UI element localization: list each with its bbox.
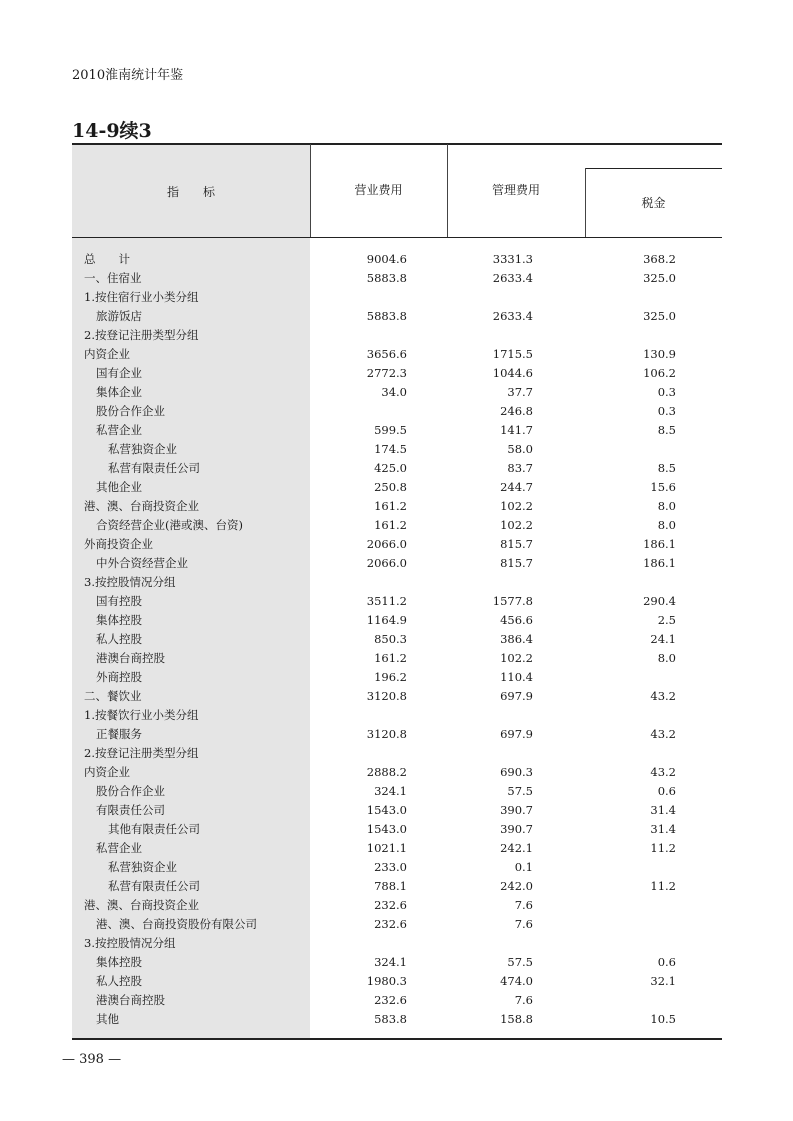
admin-expenses-cell: 57.5 [507,784,533,798]
selling-expenses-cell: 850.3 [374,632,407,646]
selling-expenses-cell: 34.0 [381,385,407,399]
admin-expenses-cell: 102.2 [500,499,533,513]
row-label: 股份合作企业 [96,784,165,798]
admin-expenses-cell: 2633.4 [492,309,533,323]
table-row [0,421,793,440]
table-row [0,915,793,934]
table-title: 14-9续3 [72,120,152,142]
selling-expenses-cell: 2888.2 [366,765,407,779]
row-label: 港澳台商控股 [96,651,165,665]
admin-expenses-cell: 57.5 [507,955,533,969]
header-indicator: 指 标 [166,185,215,199]
admin-expenses-cell: 815.7 [500,556,533,570]
tax-cell: 186.1 [643,556,676,570]
row-label: 港澳台商控股 [96,993,165,1007]
table-row [0,250,793,269]
admin-expenses-cell: 141.7 [500,423,533,437]
admin-expenses-cell: 7.6 [514,993,533,1007]
table-row [0,801,793,820]
row-label: 港、澳、台商投资企业 [84,499,199,513]
running-head: 2010淮南统计年鉴 [72,68,184,83]
table-bottom-rule [72,1038,722,1040]
selling-expenses-cell: 9004.6 [366,252,407,266]
table-row [0,839,793,858]
row-label: 2.按登记注册类型分组 [84,746,199,760]
selling-expenses-cell: 788.1 [374,879,407,893]
table-row [0,763,793,782]
admin-expenses-cell: 7.6 [514,898,533,912]
tax-cell: 11.2 [650,841,676,855]
row-label: 其他企业 [96,480,142,494]
table-row [0,611,793,630]
row-label: 3.按控股情况分组 [84,936,176,950]
tax-cell: 0.3 [657,404,676,418]
table-row [0,554,793,573]
row-label: 二、餐饮业 [84,689,142,703]
tax-cell: 43.2 [650,689,676,703]
row-label: 股份合作企业 [96,404,165,418]
table-row [0,307,793,326]
table-row [0,649,793,668]
tax-cell: 8.0 [657,651,676,665]
table-row [0,440,793,459]
table-row [0,953,793,972]
admin-expenses-cell: 0.1 [514,860,533,874]
table-row [0,896,793,915]
selling-expenses-cell: 324.1 [374,784,407,798]
row-label: 其他 [96,1012,119,1026]
tax-cell: 8.5 [657,461,676,475]
tax-cell: 0.3 [657,385,676,399]
tax-cell: 130.9 [643,347,676,361]
tax-cell: 31.4 [650,822,676,836]
admin-expenses-cell: 102.2 [500,651,533,665]
tax-cell: 0.6 [657,784,676,798]
tax-cell: 43.2 [650,727,676,741]
tax-cell: 325.0 [643,309,676,323]
tax-cell: 31.4 [650,803,676,817]
tax-cell: 15.6 [650,480,676,494]
selling-expenses-cell: 232.6 [374,917,407,931]
selling-expenses-cell: 1543.0 [366,803,407,817]
header-selling-expenses: 营业费用 [354,183,403,197]
table-row [0,402,793,421]
tax-cell: 10.5 [650,1012,676,1026]
table-row [0,288,793,307]
tax-cell: 2.5 [657,613,676,627]
table-row [0,535,793,554]
table-row [0,573,793,592]
row-label: 私营独资企业 [108,860,177,874]
row-label: 私人控股 [96,974,142,988]
row-label: 1.按餐饮行业小类分组 [84,708,199,722]
admin-expenses-cell: 690.3 [500,765,533,779]
admin-expenses-cell: 456.6 [500,613,533,627]
page-number: — 398 — [62,1052,122,1067]
admin-expenses-cell: 246.8 [500,404,533,418]
selling-expenses-cell: 3120.8 [366,689,407,703]
table-row [0,706,793,725]
table-row [0,478,793,497]
selling-expenses-cell: 425.0 [374,461,407,475]
table-row [0,934,793,953]
selling-expenses-cell: 583.8 [374,1012,407,1026]
header-tax: 税金 [641,196,666,210]
selling-expenses-cell: 3656.6 [366,347,407,361]
row-label: 集体控股 [96,613,142,627]
row-label: 国有控股 [96,594,142,608]
row-label: 中外合资经营企业 [96,556,188,570]
admin-expenses-cell: 697.9 [500,689,533,703]
row-label: 一、住宿业 [84,271,142,285]
admin-expenses-cell: 1577.8 [492,594,533,608]
admin-expenses-cell: 7.6 [514,917,533,931]
selling-expenses-cell: 3511.2 [366,594,407,608]
row-label: 3.按控股情况分组 [84,575,176,589]
selling-expenses-cell: 161.2 [374,518,407,532]
table-row [0,326,793,345]
row-label: 集体控股 [96,955,142,969]
tax-cell: 43.2 [650,765,676,779]
row-label: 港、澳、台商投资股份有限公司 [96,917,257,931]
row-label: 内资企业 [84,765,130,779]
row-label: 私营独资企业 [108,442,177,456]
selling-expenses-cell: 1021.1 [366,841,407,855]
admin-expenses-cell: 2633.4 [492,271,533,285]
selling-expenses-cell: 5883.8 [366,309,407,323]
table-row [0,459,793,478]
admin-expenses-cell: 242.0 [500,879,533,893]
row-label: 集体企业 [96,385,142,399]
admin-expenses-cell: 83.7 [507,461,533,475]
tax-cell: 368.2 [643,252,676,266]
tax-cell: 325.0 [643,271,676,285]
table-row [0,687,793,706]
table-row [0,345,793,364]
table-row [0,383,793,402]
selling-expenses-cell: 161.2 [374,499,407,513]
selling-expenses-cell: 2772.3 [366,366,407,380]
tax-cell: 106.2 [643,366,676,380]
admin-expenses-cell: 1044.6 [492,366,533,380]
row-label: 私营企业 [96,423,142,437]
selling-expenses-cell: 174.5 [374,442,407,456]
selling-expenses-cell: 599.5 [374,423,407,437]
admin-expenses-cell: 3331.3 [492,252,533,266]
selling-expenses-cell: 250.8 [374,480,407,494]
row-label: 港、澳、台商投资企业 [84,898,199,912]
selling-expenses-cell: 233.0 [374,860,407,874]
admin-expenses-cell: 58.0 [507,442,533,456]
table-row [0,497,793,516]
table-row [0,630,793,649]
row-label: 旅游饭店 [96,309,142,323]
row-label: 外商投资企业 [84,537,153,551]
admin-expenses-cell: 244.7 [500,480,533,494]
tax-cell: 290.4 [643,594,676,608]
admin-expenses-cell: 158.8 [500,1012,533,1026]
tax-cell: 32.1 [650,974,676,988]
table-row [0,991,793,1010]
row-label: 私营有限责任公司 [108,461,200,475]
admin-expenses-cell: 390.7 [500,803,533,817]
selling-expenses-cell: 232.6 [374,898,407,912]
table-row [0,269,793,288]
table-row [0,364,793,383]
header-bottom-rule [72,237,722,238]
table-row [0,668,793,687]
selling-expenses-cell: 324.1 [374,955,407,969]
row-label: 总 计 [84,252,130,266]
row-label: 1.按住宿行业小类分组 [84,290,199,304]
row-label: 私营企业 [96,841,142,855]
selling-expenses-cell: 1164.9 [366,613,407,627]
selling-expenses-cell: 232.6 [374,993,407,1007]
selling-expenses-cell: 1543.0 [366,822,407,836]
selling-expenses-cell: 2066.0 [366,537,407,551]
tax-cell: 8.0 [657,518,676,532]
selling-expenses-cell: 196.2 [374,670,407,684]
row-label: 合资经营企业(港或澳、台资) [96,518,243,532]
table-row [0,516,793,535]
row-label: 国有企业 [96,366,142,380]
admin-expenses-cell: 37.7 [507,385,533,399]
table-row [0,782,793,801]
selling-expenses-cell: 3120.8 [366,727,407,741]
tax-cell: 11.2 [650,879,676,893]
tax-cell: 8.5 [657,423,676,437]
row-label: 正餐服务 [96,727,142,741]
row-label: 2.按登记注册类型分组 [84,328,199,342]
tax-cell: 8.0 [657,499,676,513]
row-label: 内资企业 [84,347,130,361]
table-row [0,877,793,896]
admin-expenses-cell: 386.4 [500,632,533,646]
table-row [0,858,793,877]
selling-expenses-cell: 1980.3 [366,974,407,988]
table-row [0,1010,793,1029]
tax-cell: 0.6 [657,955,676,969]
row-label: 其他有限责任公司 [108,822,200,836]
tax-cell: 24.1 [650,632,676,646]
admin-expenses-cell: 1715.5 [492,347,533,361]
admin-expenses-cell: 697.9 [500,727,533,741]
tax-header-rule [585,168,722,169]
table-row [0,725,793,744]
admin-expenses-cell: 815.7 [500,537,533,551]
header-admin-expenses: 管理费用 [491,183,540,197]
selling-expenses-cell: 161.2 [374,651,407,665]
tax-cell: 186.1 [643,537,676,551]
admin-expenses-cell: 242.1 [500,841,533,855]
table-top-rule [72,143,722,145]
selling-expenses-cell: 5883.8 [366,271,407,285]
row-label: 私营有限责任公司 [108,879,200,893]
admin-expenses-cell: 110.4 [500,670,533,684]
admin-expenses-cell: 390.7 [500,822,533,836]
row-label: 私人控股 [96,632,142,646]
admin-expenses-cell: 474.0 [500,974,533,988]
table-row [0,744,793,763]
row-label: 外商控股 [96,670,142,684]
table-row [0,592,793,611]
table-row [0,820,793,839]
row-label: 有限责任公司 [96,803,165,817]
admin-expenses-cell: 102.2 [500,518,533,532]
table-row [0,972,793,991]
selling-expenses-cell: 2066.0 [366,556,407,570]
